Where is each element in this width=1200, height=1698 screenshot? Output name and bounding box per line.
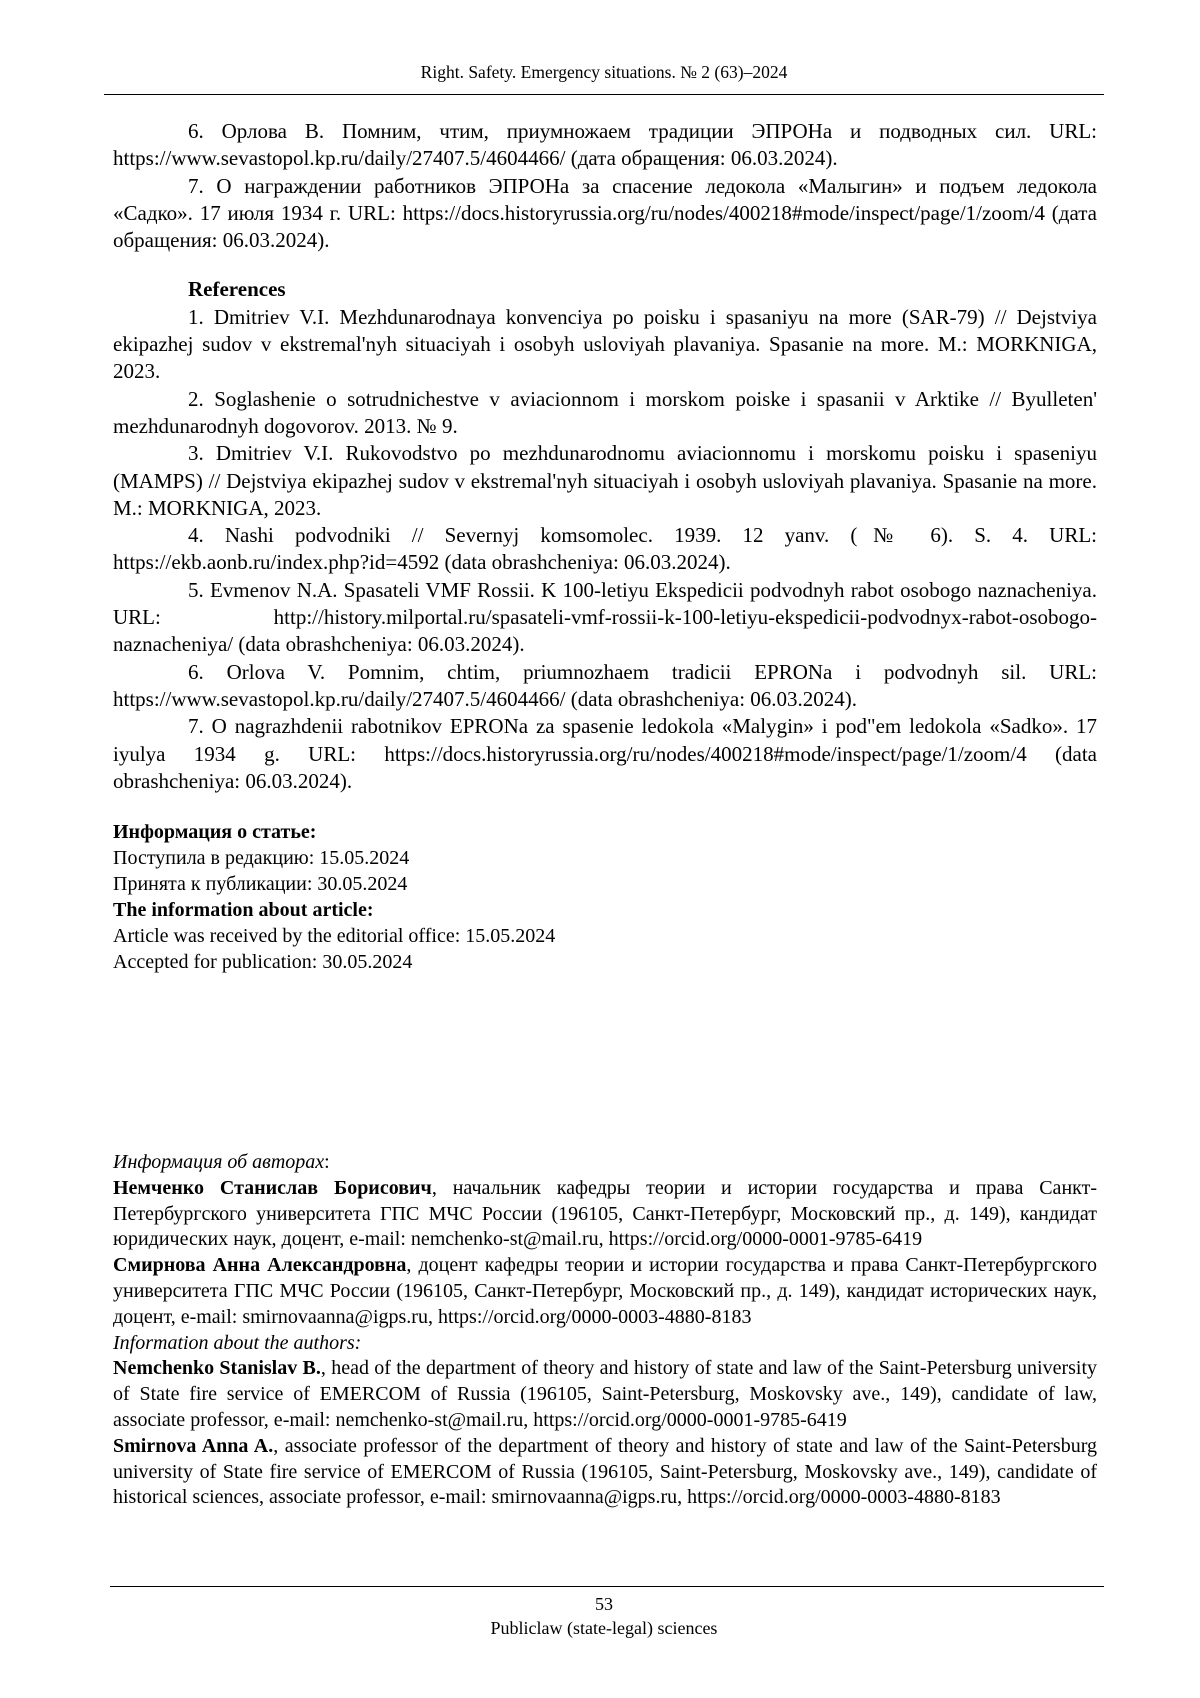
reference-item: 6. Orlova V. Pomnim, chtim, priumnozhaem tradicii EPRONa i podvodnyh sil. URL: https://www.sevastopol.kp.ru/daily/27407.5/4604466/ (data obrashcheniya: 06.03.2024). (113, 659, 1097, 711)
authors-ru-title: Информация об авторах (113, 1151, 325, 1173)
author-en-1-details: , head of the department of theory and history of state and law of the Saint-Petersburg university of State fire service of EMERCOM of Russia (196105, Saint-Petersburg, Moskovsky ave., 149), candidate of law, associate professor, e-mail: nemchenko-st@mail.ru, https://orcid.org/0000-0001-9785-6419 (113, 1357, 1097, 1431)
reference-item: 1. Dmitriev V.I. Mezhdunarodnaya konvenciya po poisku i spasaniyu na more (SAR-79) // Dejstviya ekipazhej sudov v ekstremal'nyh situaciyah i osobyh usloviyah plavaniya. Spasanie na more. M.: MORKNIGA, 2023. (113, 304, 1097, 384)
authors-ru-colon: : (324, 1151, 330, 1173)
references-title: References (188, 277, 286, 302)
author-en-1-name: Nemchenko Stanislav B. (113, 1357, 321, 1380)
author-ru-2-name: Смирнова Анна Александровна (113, 1254, 407, 1277)
reference-item: 5. Evmenov N.A. Spasateli VMF Rossii. K 100-letiyu Ekspedicii podvodnyh rabot osobogo naznacheniya. URL: http://history.milportal.ru/spasateli-vmf-rossii-k-100-letiyu-ekspedicii-podvodnyx-rabot-osobogo-naznacheniya/ (data obrashcheniya: 06.03.2024). (113, 577, 1097, 657)
footer-section: Publiclaw (state-legal) sciences (490, 1618, 718, 1638)
article-accepted-ru: Принята к публикации: 30.05.2024 (113, 873, 408, 896)
article-accepted-en: Accepted for publication: 30.05.2024 (113, 951, 413, 974)
reference-item: 3. Dmitriev V.I. Rukovodstvo po mezhdunarodnomu aviacionnomu i morskomu poisku i spaseniyu (MAMPS) // Dejstviya ekipazhej sudov v ekstremal'nyh situaciyah i osobyh usloviyah plavaniya. Spasanie na more. M.: MORKNIGA, 2023. (113, 441, 1097, 520)
ru-ref-7: 7. О награждении работников ЭПРОНа за спасение ледокола «Малыгин» и подъем ледокола «Садко». 17 июля 1934 г. URL: https://docs.historyrussia.org/ru/nodes/400218#mode/inspect/page/1/zoom/4 (дата обращения: 06.03.2024). (113, 173, 1097, 253)
authors-ru-heading (113, 1150, 1097, 1176)
article-info-en-title: The information about article: (113, 899, 374, 922)
author-ru-1-name: Немченко Станислав Борисович (113, 1176, 432, 1199)
author-ru-2-details: , доцент кафедры теории и истории государства и права Санкт-Петербургского университета ГПС МЧС России (196105, Санкт-Петербург, Московский пр., д. 149), кандидат исторических наук, доцент, e-mail: smirnovaanna@igps.ru, https://orcid.org/0000-0003-4880-8183 (113, 1254, 1097, 1328)
author-en-2-details: , associate professor of the department of theory and history of state and law of the Saint-Petersburg university of State fire service of EMERCOM of Russia (196105, Saint-Petersburg, Moskovsky ave., 149), candidate of historical sciences, associate professor, e-mail: smirnovaanna@igps.ru, https://orcid.org/0000-0003-4880-8183 (113, 1434, 1098, 1509)
author-ru-1-details: , начальник кафедры теории и истории государства и права Санкт-Петербургского университета ГПС МЧС России (196105, Санкт-Петербург, Московский пр., д. 149), кандидат юридических наук, доцент, e-mail: nemchenko-st@mail.ru, https://orcid.org/0000-0001-9785-6419 (113, 1176, 1097, 1251)
references-list (113, 304, 1097, 795)
article-received-ru: Поступила в редакцию: 15.05.2024 (113, 847, 410, 870)
header-divider (104, 94, 1104, 95)
journal-header: Right. Safety. Emergency situations. № 2 (63)–2024 (420, 62, 788, 82)
author-ru-1 (113, 1176, 1097, 1253)
author-ru-2 (113, 1253, 1097, 1330)
author-en-2-name: Smirnova Anna A. (113, 1434, 274, 1457)
author-en-2 (113, 1434, 1097, 1511)
footer-divider (110, 1586, 1104, 1587)
author-en-1 (113, 1356, 1097, 1433)
russian-references (113, 118, 1097, 254)
page-number: 53 (595, 1594, 613, 1614)
ru-ref-6: 6. Орлова В. Помним, чтим, приумножаем традиции ЭПРОНа и подводных сил. URL: https://www.sevastopol.kp.ru/daily/27407.5/4604466/ (дата обращения: 06.03.2024). (113, 119, 1097, 171)
main-content (113, 118, 1097, 975)
reference-item: 2. Soglashenie o sotrudnichestve v aviacionnom i morskom poiske i spasanii v Arktike // Byulleten' mezhdunarodnyh dogovorov. 2013. № 9. (113, 386, 1097, 438)
article-info-ru-title: Информация о статье: (113, 821, 317, 844)
article-received-en: Article was received by the editorial office: 15.05.2024 (113, 925, 556, 948)
reference-item: 4. Nashi podvodniki // Severnyj komsomolec. 1939. 12 yanv. (№ 6). S. 4. URL: https://ekb.aonb.ru/index.php?id=4592 (data obrashcheniya: 06.03.2024). (113, 523, 1097, 575)
reference-item: 7. O nagrazhdenii rabotnikov EPRONa za spasenie ledokola «Malygin» i pod"em ledokola «Sadko». 17 iyulya 1934 g. URL: https://docs.historyrussia.org/ru/nodes/400218#mode/inspect/page/1/zoom/4 (data obrashcheniya: 06.03.2024). (113, 714, 1097, 793)
authors-info (113, 1150, 1097, 1511)
authors-en-title: Information about the authors: (113, 1331, 362, 1354)
article-info (113, 819, 1097, 975)
